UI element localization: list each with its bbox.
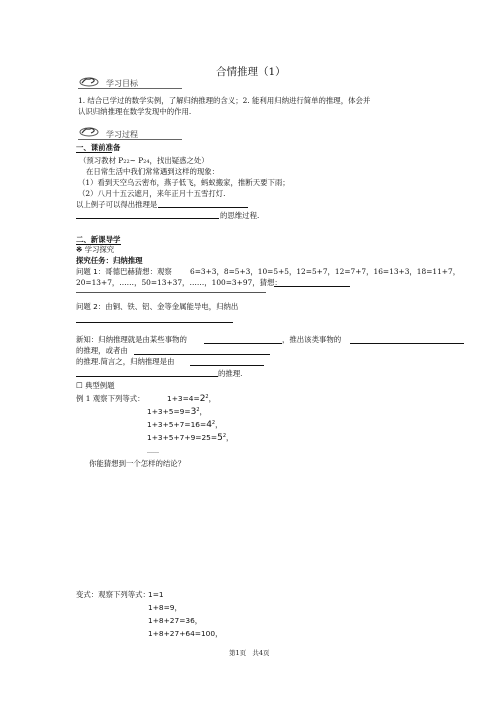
conclusion-prefix: 以上例子可以得出推理是 bbox=[76, 200, 158, 209]
task-title: 探究任务：归纳推理 bbox=[76, 256, 143, 265]
example-1-eq-3: $1+3+5+7=16=4^2$， bbox=[147, 420, 223, 430]
swirl-bird-icon bbox=[79, 125, 99, 137]
page-title: 合情推理（1） bbox=[216, 66, 286, 78]
page-number: 第1页 bbox=[229, 649, 247, 657]
prep-title: 一、课前准备 bbox=[76, 143, 121, 152]
blank-line bbox=[134, 354, 270, 355]
phenomena-intro: 在日常生活中我们常常遇到这样的现象： bbox=[86, 167, 220, 176]
question-2: 问题 2：由铜、铁、铝、金等金属能导电，归纳出 bbox=[76, 302, 239, 311]
blank-line bbox=[158, 207, 248, 208]
question-1-seq-1: 6=3+3，8=5+3，10=5+5，12=5+7，12=7+7，16=13+3，18=11+7， bbox=[190, 267, 461, 276]
ellipsis: …… bbox=[147, 448, 159, 455]
conclusion-suffix: 的思维过程. bbox=[220, 211, 260, 220]
blank-line bbox=[76, 218, 219, 219]
goals-line-2: 认识归纳推理在数学发现中的作用. bbox=[78, 107, 192, 116]
preview-note: （预习教材 P22~ P24，找出疑惑之处） bbox=[79, 156, 209, 165]
explore-row: ※ 学习探究 bbox=[76, 245, 115, 254]
blank-line bbox=[204, 343, 282, 344]
new-lesson-title: 二、新课导学 bbox=[76, 235, 121, 244]
page-footer bbox=[229, 649, 269, 658]
variant-label: 变式：观察下列等式： bbox=[76, 590, 150, 599]
goals-heading: 学习目标 bbox=[106, 79, 138, 88]
swirl-bird-icon bbox=[79, 75, 99, 87]
section-underline bbox=[78, 139, 182, 140]
examples-heading-row: ☐ 典型例题 bbox=[76, 381, 115, 390]
blank-line bbox=[190, 365, 264, 366]
question-1-seq-2: 20=13+7，……，50=13+37，……，100=3+97，猜想： bbox=[76, 278, 282, 287]
box-icon: ☐ bbox=[76, 381, 83, 390]
variant-line-2: 1+8=9， bbox=[148, 603, 182, 612]
new-knowledge-2: 的推理，或者由 bbox=[76, 346, 128, 355]
new-knowledge-1a: 新知：归纳推理就是由某些事物的 bbox=[76, 335, 187, 344]
process-heading: 学习过程 bbox=[106, 130, 138, 139]
goals-line-1: 1. 结合已学过的数学实例，了解归纳推理的含义；2. 能利用归纳进行简单的推理，体会并 bbox=[78, 96, 371, 105]
phenomenon-2: （2）八月十五云遮月，来年正月十五雪打灯. bbox=[78, 189, 226, 198]
heading-underline bbox=[76, 152, 112, 153]
question-1-label: 问题 1：哥德巴赫猜想：观察 bbox=[76, 267, 172, 276]
example-1-eq-1: $1+3=4=2^2$， bbox=[167, 394, 217, 404]
blank-line bbox=[274, 286, 350, 287]
new-knowledge-4: 的推理. bbox=[218, 369, 243, 378]
blank-line bbox=[76, 322, 233, 323]
blank-line bbox=[76, 376, 218, 377]
cross-mark-icon: ※ bbox=[76, 245, 83, 254]
variant-line-1: 1=1 bbox=[148, 590, 164, 599]
new-knowledge-3: 的推理.简言之，归纳推理是由 bbox=[76, 357, 175, 366]
variant-line-4: 1+8+27+64=100， bbox=[148, 629, 223, 638]
example-1-eq-2: $1+3+5=9=3^2$， bbox=[147, 407, 207, 417]
phenomenon-1: （1）看到天空乌云密布，燕子低飞，蚂蚁搬家，推断天要下雨； bbox=[78, 178, 290, 187]
divider-line bbox=[76, 292, 266, 293]
new-knowledge-1b: ，推出该类事物的 bbox=[282, 335, 342, 344]
example-1-label: 例 1 观察下列等式： bbox=[76, 394, 145, 403]
example-1-eq-4: $1+3+5+7+9=25=5^2$， bbox=[147, 433, 234, 443]
section-underline bbox=[78, 88, 182, 89]
example-1-question: 你能猜想到一个怎样的结论？ bbox=[89, 459, 186, 468]
blank-line bbox=[350, 343, 464, 344]
page-total: 共4页 bbox=[252, 649, 270, 657]
variant-line-3: 1+8+27=36， bbox=[148, 616, 203, 625]
